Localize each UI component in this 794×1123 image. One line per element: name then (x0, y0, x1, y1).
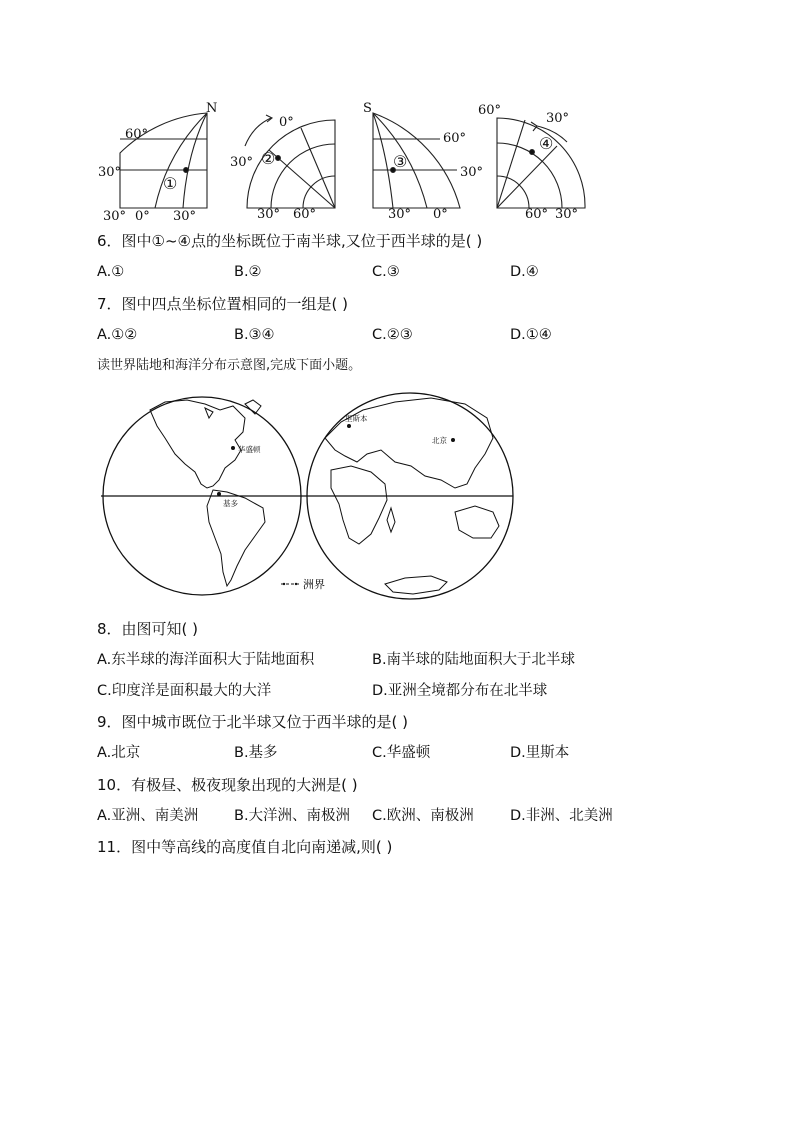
question-8-stem: 8．由图可知( ) (97, 620, 199, 638)
panel1-pole-label: N (206, 101, 218, 116)
q7-option-b[interactable]: B.③④ (234, 327, 275, 343)
panel4-top60-label: 60° (478, 103, 502, 118)
panel4-bottom30-label: 30° (555, 207, 579, 222)
section-intro: 读世界陆地和海洋分布示意图,完成下面小题。 (97, 358, 362, 373)
q10-option-d[interactable]: D.非洲、北美洲 (510, 808, 613, 824)
panel2-left30-label: 30° (230, 155, 254, 170)
quito-dot (217, 492, 221, 496)
q8-option-a[interactable]: A.东半球的海洋面积大于陆地面积 (97, 652, 315, 668)
q8-option-d[interactable]: D.亚洲全境都分布在北半球 (372, 683, 548, 699)
beijing-label: 北京 (432, 436, 447, 445)
panel3-pole-label: S (363, 101, 372, 116)
q9-option-b[interactable]: B.基多 (234, 745, 278, 761)
q9-option-a[interactable]: A.北京 (97, 745, 141, 761)
q8-option-b[interactable]: B.南半球的陆地面积大于北半球 (372, 652, 576, 668)
panel2-top0-label: 0° (279, 115, 294, 130)
quito-label: 基多 (223, 499, 238, 508)
grid-panel-4 (497, 118, 585, 208)
q7-option-c[interactable]: C.②③ (372, 327, 413, 343)
q10-option-b[interactable]: B.大洋洲、南极洲 (234, 808, 351, 824)
point-4-label: ④ (539, 134, 554, 153)
western-coastlines (150, 400, 265, 586)
latlon-grid-figure (95, 98, 615, 223)
point-1-label: ① (163, 174, 178, 193)
q6-option-c[interactable]: C.③ (372, 264, 400, 280)
q10-option-c[interactable]: C.欧洲、南极洲 (372, 808, 474, 824)
panel2-bottom30-label: 30° (257, 207, 281, 222)
grid-panel-3 (373, 113, 460, 208)
question-9-stem: 9．图中城市既位于北半球又位于西半球的是( ) (97, 713, 409, 731)
panel2-bottom60-label: 60° (293, 207, 317, 222)
panel3-lat60-label: 60° (443, 131, 467, 146)
q7-option-d[interactable]: D.①④ (510, 327, 552, 343)
panel1-lat60-label: 60° (125, 127, 149, 142)
q6-option-a[interactable]: A.① (97, 264, 125, 280)
q9-option-d[interactable]: D.里斯本 (510, 745, 570, 761)
lisbon-label: 里斯本 (345, 414, 368, 423)
q8-option-c[interactable]: C.印度洋是面积最大的大洋 (97, 683, 272, 699)
q10-option-a[interactable]: A.亚洲、南美洲 (97, 808, 199, 824)
question-7-stem: 7．图中四点坐标位置相同的一组是( ) (97, 295, 349, 313)
panel3-lon0-label: 0° (433, 207, 448, 222)
panel1-lon30e-label: 30° (173, 209, 197, 223)
q6-option-d[interactable]: D.④ (510, 264, 539, 280)
lisbon-dot (347, 424, 351, 428)
point-2-label: ② (261, 149, 276, 168)
panel3-lat30-label: 30° (460, 165, 484, 180)
panel1-lat30-label: 30° (98, 165, 122, 180)
question-6-stem: 6．图中①~④点的坐标既位于南半球,又位于西半球的是( ) (97, 232, 483, 250)
q6-option-b[interactable]: B.② (234, 264, 262, 280)
question-11-stem: 11．图中等高线的高度值自北向南递减,则( ) (97, 838, 393, 856)
beijing-dot (451, 438, 455, 442)
panel4-top30-label: 30° (546, 111, 570, 126)
panel4-bottom60-label: 60° (525, 207, 549, 222)
washington-dot (231, 446, 235, 450)
map-legend (281, 578, 325, 591)
panel1-lon0-label: 0° (135, 209, 150, 223)
world-hemispheres-map (95, 388, 525, 606)
q9-option-c[interactable]: C.华盛顿 (372, 745, 431, 761)
question-10-stem: 10．有极昼、极夜现象出现的大洲是( ) (97, 776, 358, 794)
panel1-lon30w-label: 30° (103, 209, 127, 223)
q7-option-a[interactable]: A.①② (97, 327, 138, 343)
point-3-label: ③ (393, 152, 408, 171)
legend-label: 洲界 (303, 578, 325, 591)
panel3-lon30-label: 30° (388, 207, 412, 222)
washington-label: 华盛顿 (238, 445, 261, 454)
